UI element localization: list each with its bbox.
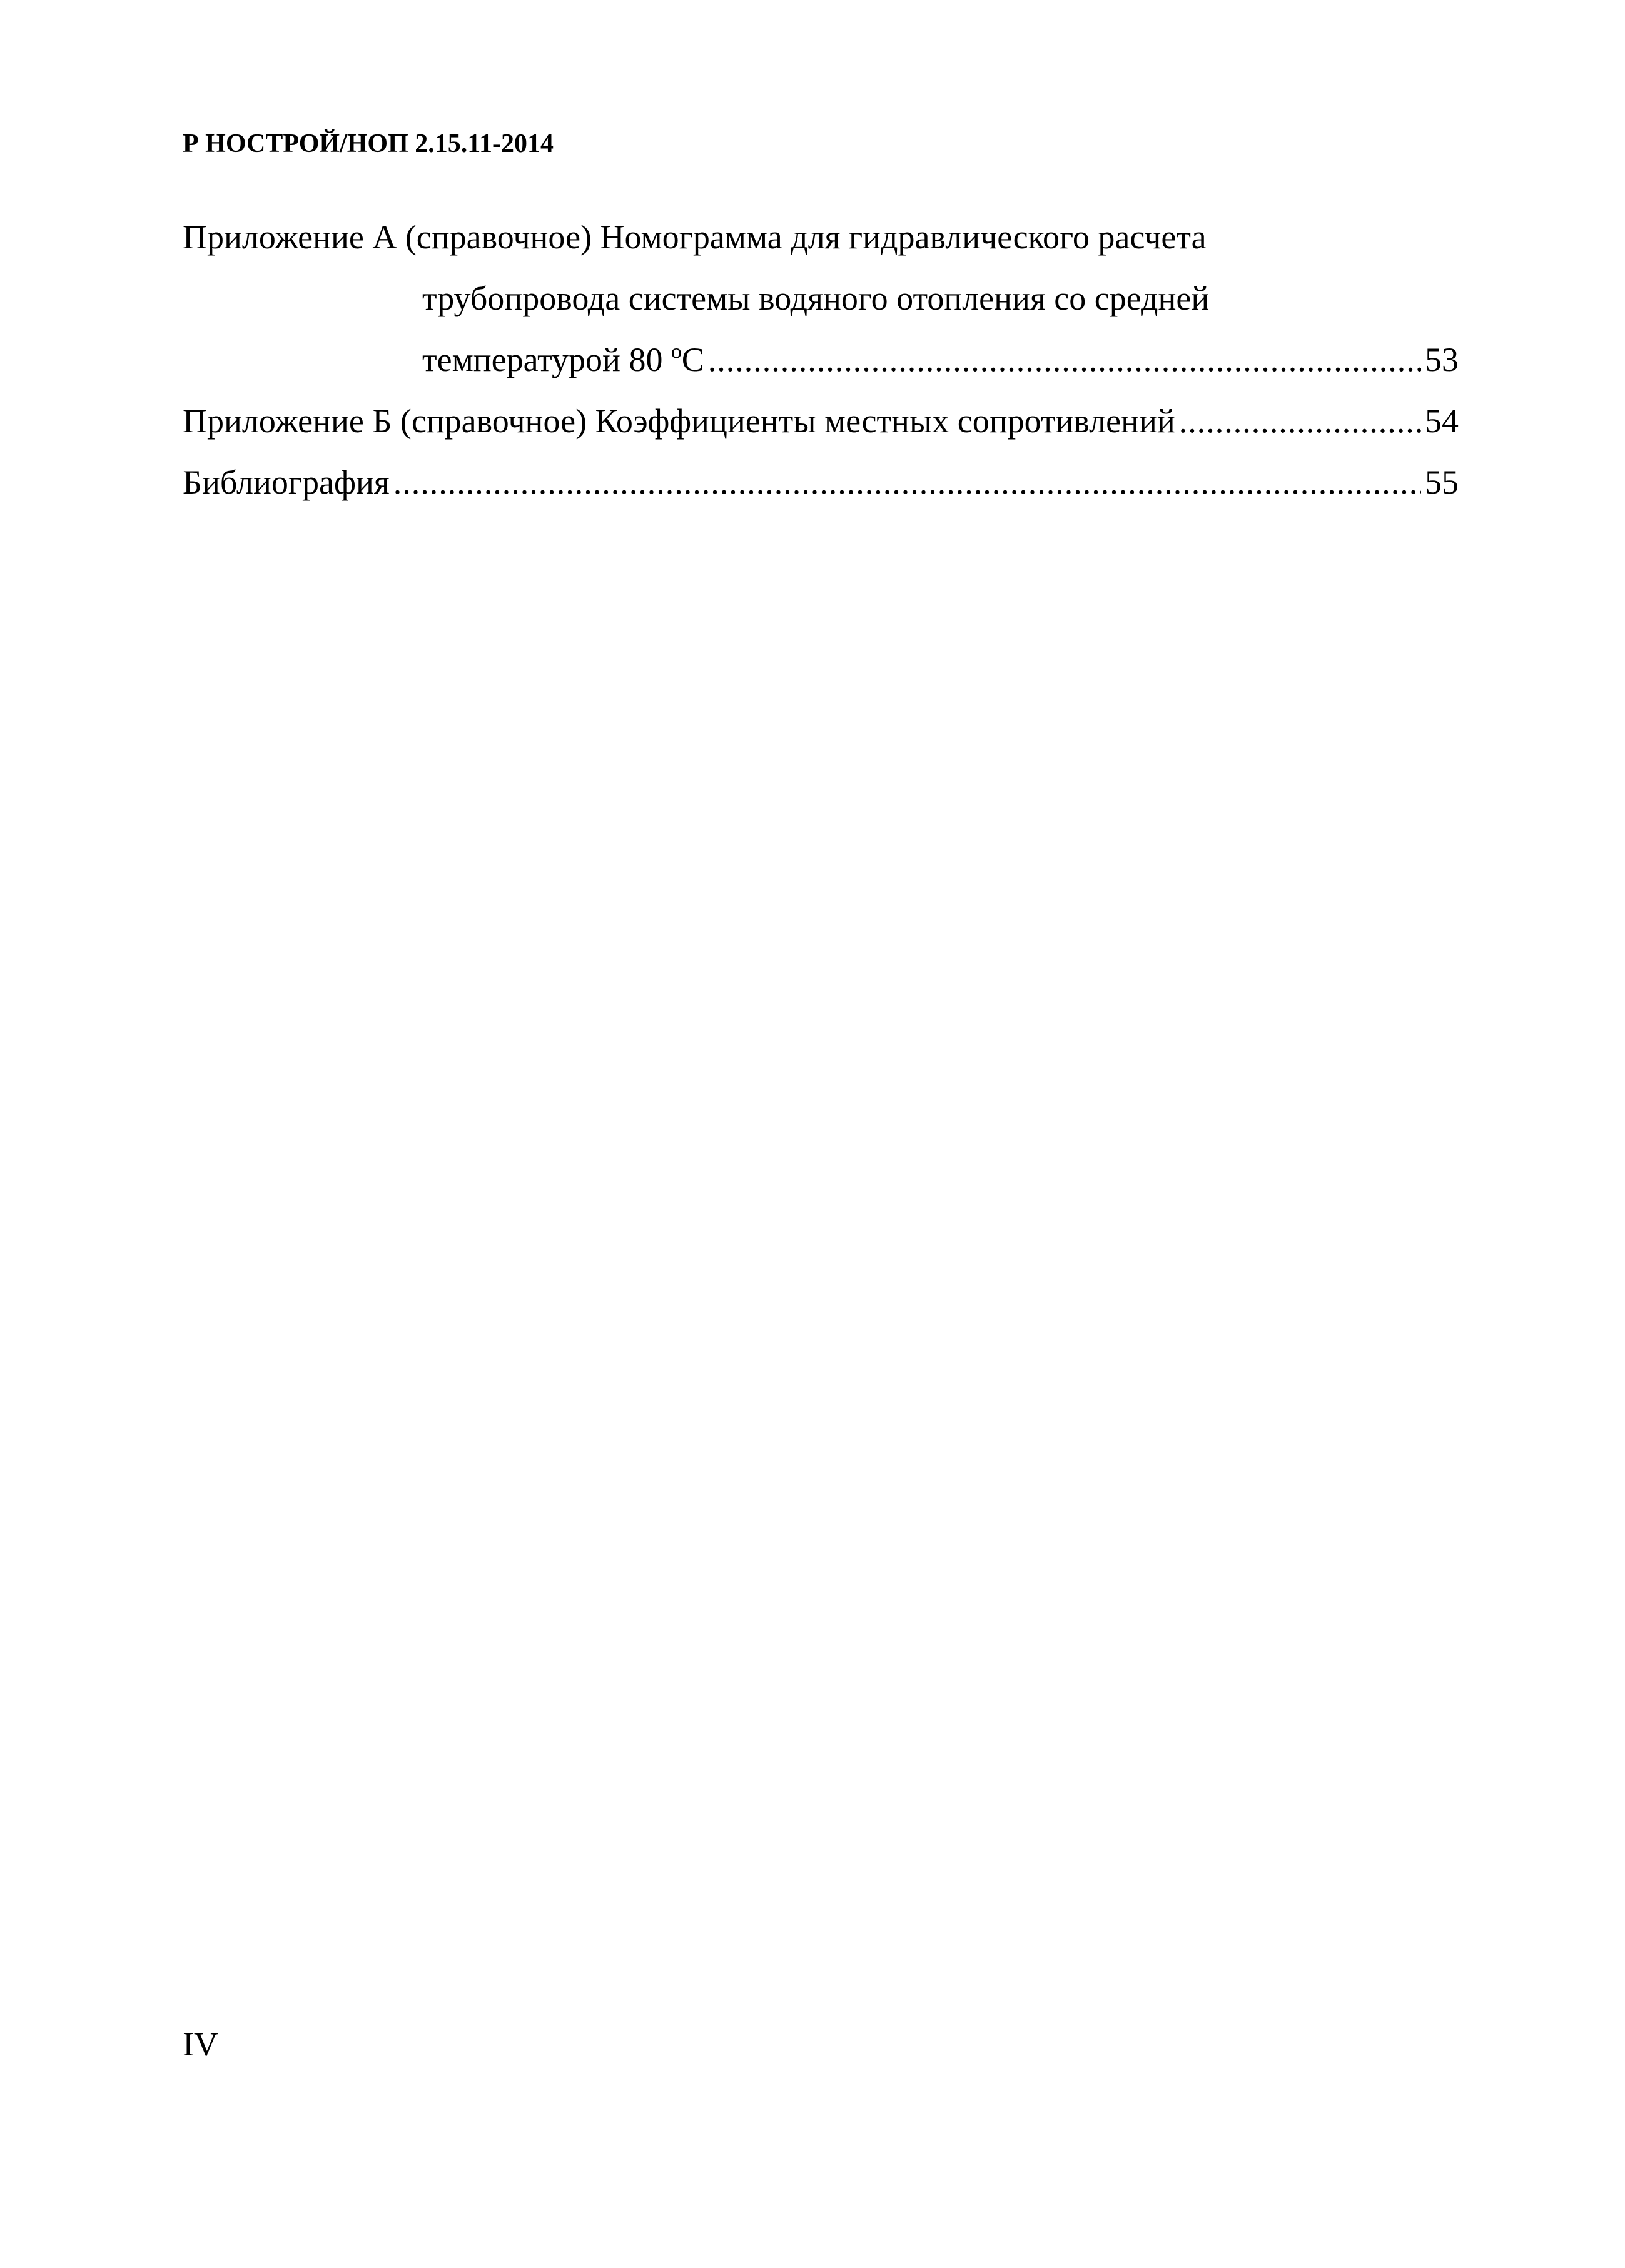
- toc-entry-appendix-b[interactable]: [183, 390, 1459, 452]
- toc-entry-bibliography[interactable]: [183, 452, 1459, 513]
- toc-entry-appendix-a-line-2[interactable]: [183, 268, 1459, 329]
- toc-entry-text: трубопровода системы водяного отопления со средней: [422, 280, 1210, 317]
- document-code-header: Р НОСТРОЙ/НОП 2.15.11-2014: [183, 129, 554, 158]
- toc-dot-leader: [393, 452, 1421, 513]
- page-number: IV: [183, 2025, 218, 2063]
- table-of-contents: [183, 206, 1459, 513]
- toc-page-number: 53: [1425, 341, 1459, 378]
- toc-page-number: 55: [1425, 463, 1459, 501]
- toc-entry-text: температурой 80 ºС: [422, 341, 704, 378]
- toc-page-number: 54: [1425, 402, 1459, 440]
- toc-dot-leader: [1179, 390, 1421, 452]
- toc-entry-text: Приложение Б (справочное) Коэффициенты местных сопротивлений: [183, 402, 1175, 440]
- toc-entry-appendix-a-line-3[interactable]: [183, 329, 1459, 390]
- toc-dot-leader: [708, 329, 1421, 390]
- toc-entry-text: Приложение А (справочное) Номограмма для гидравлического расчета: [183, 218, 1207, 256]
- toc-entry-appendix-a-line-1[interactable]: [183, 206, 1459, 268]
- toc-entry-text: Библиография: [183, 463, 390, 501]
